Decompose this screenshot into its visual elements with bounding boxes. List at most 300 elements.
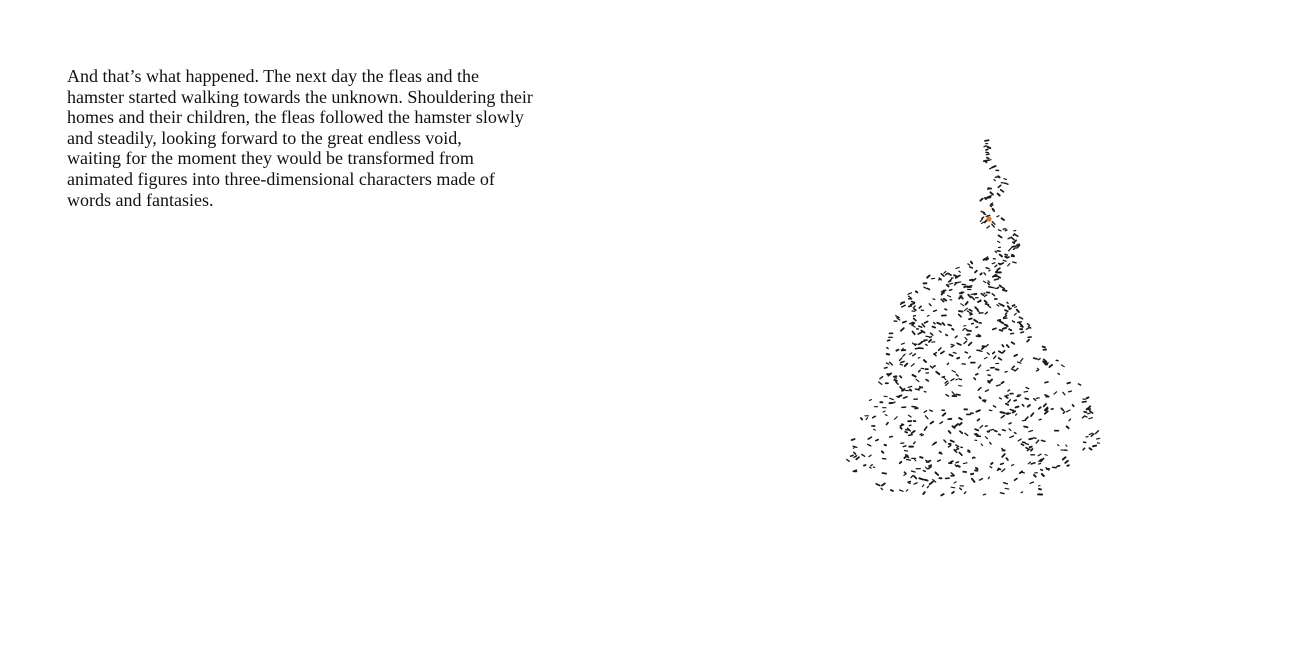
flea-mark — [945, 381, 948, 383]
flea-mark — [975, 307, 978, 310]
flea-mark — [943, 413, 946, 415]
flea-mark — [856, 457, 859, 459]
flea-mark — [961, 304, 964, 306]
flea-mark — [871, 465, 873, 466]
flea-mark — [887, 354, 889, 355]
flea-mark — [927, 486, 928, 488]
flea-mark — [1067, 426, 1069, 428]
flea-mark — [930, 366, 932, 368]
flea-mark — [939, 331, 941, 332]
flea-mark — [1029, 431, 1033, 432]
flea-mark — [925, 321, 928, 323]
flea-mark — [885, 415, 887, 416]
flea-mark — [946, 273, 948, 274]
flea-mark — [1087, 397, 1089, 398]
flea-mark — [902, 305, 906, 307]
flea-mark — [868, 444, 871, 446]
flea-mark — [1014, 400, 1016, 401]
flea-swarm — [847, 140, 1100, 495]
flea-mark — [1009, 429, 1011, 431]
flea-mark — [1024, 391, 1028, 392]
flea-mark — [884, 368, 887, 369]
flea-mark — [926, 467, 928, 469]
flea-mark — [955, 336, 957, 338]
flea-mark — [1029, 439, 1032, 440]
flea-mark — [1058, 445, 1059, 446]
flea-mark — [954, 283, 956, 285]
flea-mark — [952, 492, 954, 493]
flea-mark — [1026, 328, 1029, 330]
flea-mark — [887, 423, 889, 425]
flea-mark — [973, 457, 975, 458]
flea-mark — [986, 215, 990, 216]
flea-mark — [951, 344, 954, 345]
flea-mark — [994, 180, 995, 181]
story-line: And that’s what happened. The next day the fleas and the — [67, 66, 480, 86]
flea-mark — [1097, 438, 1100, 439]
flea-mark — [1002, 218, 1004, 220]
flea-mark — [985, 301, 987, 303]
flea-mark — [1026, 417, 1028, 419]
flea-mark — [1054, 392, 1057, 394]
flea-mark — [928, 289, 930, 290]
flea-mark — [1003, 328, 1006, 329]
flea-mark — [1010, 436, 1014, 438]
flea-mark — [914, 318, 916, 320]
flea-mark — [930, 482, 933, 484]
flea-mark — [966, 302, 968, 304]
flea-mark — [924, 287, 926, 288]
flea-procession-illustration — [656, 0, 1312, 656]
flea-mark — [914, 309, 916, 310]
flea-mark — [900, 462, 902, 463]
flea-mark — [986, 304, 989, 305]
flea-mark — [1034, 475, 1036, 477]
flea-mark — [905, 364, 907, 367]
flea-mark — [1045, 455, 1047, 456]
flea-mark — [955, 465, 957, 467]
flea-mark — [1004, 316, 1007, 318]
flea-mark — [869, 467, 871, 468]
flea-mark — [1091, 434, 1094, 436]
flea-mark — [931, 333, 933, 335]
flea-mark — [913, 375, 916, 377]
flea-mark — [1063, 392, 1065, 395]
flea-mark — [1012, 246, 1015, 247]
flea-mark — [901, 328, 904, 331]
flea-mark — [974, 320, 977, 322]
flea-mark — [1009, 248, 1012, 251]
flea-mark — [1019, 317, 1022, 319]
flea-mark — [997, 305, 999, 306]
flea-mark — [896, 382, 898, 384]
flea-mark — [1013, 242, 1015, 243]
flea-mark — [951, 487, 955, 488]
flea-mark — [938, 460, 941, 461]
flea-mark — [959, 379, 962, 380]
flea-mark — [1016, 407, 1019, 408]
flea-mark — [976, 374, 978, 375]
flea-mark — [864, 465, 866, 466]
flea-mark — [959, 418, 962, 419]
flea-mark — [1009, 329, 1011, 330]
flea-mark — [909, 415, 912, 417]
flea-mark — [909, 435, 913, 436]
flea-mark — [1005, 372, 1007, 373]
flea-mark — [929, 304, 931, 306]
flea-mark — [1011, 333, 1014, 334]
flea-mark — [944, 272, 946, 274]
flea-mark — [870, 400, 872, 401]
flea-mark — [946, 383, 949, 386]
flea-mark — [986, 149, 988, 150]
flea-mark — [957, 466, 959, 467]
flea-mark — [1013, 411, 1015, 412]
flea-mark — [912, 407, 916, 408]
flea-mark — [987, 226, 990, 228]
flea-mark — [987, 197, 991, 198]
flea-mark — [980, 479, 983, 481]
flea-mark — [982, 347, 984, 349]
flea-mark — [947, 285, 949, 287]
flea-mark — [847, 459, 850, 461]
flea-mark — [998, 277, 1000, 278]
flea-mark — [995, 279, 999, 280]
flea-mark — [1001, 304, 1004, 306]
flea-mark — [1027, 340, 1029, 342]
flea-mark — [964, 492, 965, 494]
flea-mark — [1015, 368, 1018, 371]
flea-mark — [993, 328, 996, 329]
flea-mark — [931, 422, 934, 424]
flea-mark — [983, 401, 985, 402]
flea-mark — [1021, 492, 1022, 493]
flea-mark — [905, 472, 907, 473]
flea-mark — [956, 277, 958, 278]
flea-mark — [1015, 234, 1018, 236]
flea-mark — [903, 354, 905, 356]
flea-mark — [1001, 190, 1004, 192]
flea-mark — [881, 488, 883, 489]
flea-mark — [1005, 310, 1008, 311]
flea-mark — [951, 441, 954, 442]
flea-mark — [912, 471, 916, 472]
flea-mark — [980, 219, 982, 222]
flea-mark — [981, 444, 983, 446]
flea-mark — [998, 241, 1000, 242]
flea-mark — [1000, 493, 1004, 494]
flea-mark — [989, 160, 991, 161]
flea-mark — [888, 340, 890, 341]
flea-mark — [1001, 412, 1005, 413]
flea-mark — [995, 251, 996, 252]
flea-mark — [902, 390, 904, 391]
flea-mark — [1037, 368, 1038, 369]
flea-mark — [978, 419, 980, 421]
flea-mark — [911, 364, 914, 367]
flea-mark — [910, 353, 912, 355]
flea-mark — [980, 426, 983, 429]
flea-mark — [927, 276, 929, 278]
flea-mark — [1049, 365, 1052, 367]
story-line: hamster started walking towards the unknown. Shouldering their — [67, 86, 533, 107]
flea-mark — [997, 251, 1000, 252]
flea-mark — [987, 147, 990, 149]
flea-mark — [956, 445, 959, 447]
flea-mark — [914, 459, 916, 461]
flea-mark — [901, 343, 904, 344]
flea-mark — [956, 267, 959, 268]
flea-mark — [904, 397, 907, 398]
flea-mark — [924, 480, 927, 481]
flea-mark — [906, 490, 908, 491]
flea-mark — [908, 293, 912, 295]
flea-mark — [957, 358, 959, 359]
flea-mark — [929, 465, 931, 466]
flea-mark — [1003, 351, 1005, 353]
flea-mark — [981, 211, 984, 212]
flea-mark — [1000, 286, 1001, 287]
flea-mark — [1005, 230, 1007, 231]
flea-mark — [944, 440, 946, 442]
flea-mark — [1004, 179, 1007, 180]
flea-mark — [922, 485, 923, 487]
flea-mark — [1061, 365, 1064, 367]
flea-mark — [900, 364, 902, 365]
flea-mark — [909, 425, 911, 426]
story-line: homes and their children, the fleas followed the hamster slowly — [67, 107, 524, 128]
flea-mark — [982, 222, 984, 223]
flea-mark — [1007, 345, 1009, 347]
flea-mark — [874, 429, 876, 430]
flea-mark — [921, 435, 923, 436]
flea-mark — [951, 346, 953, 347]
flea-mark — [990, 206, 991, 207]
flea-mark — [948, 325, 951, 326]
flea-mark — [984, 357, 987, 358]
flea-mark — [948, 273, 951, 275]
flea-mark — [1005, 396, 1007, 398]
flea-mark — [1014, 240, 1016, 242]
flea-mark — [1067, 410, 1070, 412]
flea-mark — [940, 422, 943, 424]
flea-mark — [969, 319, 972, 320]
flea-mark — [984, 214, 986, 215]
flea-mark — [992, 224, 995, 227]
flea-mark — [1022, 405, 1024, 406]
flea-mark — [1002, 382, 1004, 383]
flea-mark — [896, 316, 900, 318]
flea-mark — [1017, 310, 1019, 312]
flea-mark — [1093, 446, 1096, 447]
flea-mark — [984, 146, 986, 147]
flea-mark — [955, 450, 957, 451]
flea-mark — [946, 335, 947, 336]
flea-mark — [1039, 486, 1041, 487]
flea-mark — [999, 358, 1002, 360]
flea-mark — [1004, 483, 1008, 484]
flea-mark — [987, 353, 989, 355]
flea-mark — [904, 451, 907, 452]
flea-mark — [924, 411, 927, 413]
flea-mark — [1030, 447, 1032, 448]
flea-mark — [922, 324, 924, 327]
flea-mark — [960, 423, 962, 425]
flea-mark — [952, 370, 955, 372]
flea-mark — [964, 341, 967, 343]
flea-mark — [990, 429, 994, 430]
flea-mark — [986, 154, 989, 155]
flea-mark — [1021, 326, 1023, 327]
flea-mark — [984, 259, 987, 260]
flea-mark — [990, 442, 991, 444]
flea-mark — [1026, 388, 1029, 389]
flea-mark — [952, 392, 954, 394]
flea-mark — [1090, 448, 1092, 450]
flea-mark — [862, 455, 865, 457]
flea-mark — [1018, 362, 1021, 363]
flea-mark — [978, 388, 981, 391]
flea-mark — [1067, 465, 1069, 466]
flea-mark — [991, 463, 992, 464]
flea-mark — [959, 314, 962, 317]
flea-mark — [903, 321, 906, 322]
flea-mark — [988, 477, 989, 478]
flea-mark — [1003, 290, 1007, 291]
flea-mark — [1014, 355, 1017, 356]
flea-mark — [1039, 407, 1041, 408]
flea-mark — [986, 390, 989, 392]
flea-mark — [988, 281, 990, 283]
flea-mark — [1063, 412, 1064, 414]
flea-mark — [1088, 413, 1090, 414]
flea-mark — [979, 397, 980, 398]
flea-mark — [913, 332, 915, 335]
flea-mark — [900, 358, 903, 361]
flea-mark — [903, 446, 906, 447]
flea-mark — [900, 490, 904, 491]
flea-mark — [990, 168, 993, 169]
flea-mark — [956, 374, 958, 376]
flea-mark — [990, 466, 992, 467]
flea-mark — [998, 185, 1001, 187]
flea-mark — [951, 461, 953, 462]
flea-mark — [995, 431, 997, 432]
flea-mark — [1000, 321, 1003, 323]
flea-mark — [975, 294, 977, 295]
flea-mark — [901, 362, 904, 363]
flea-mark — [934, 310, 937, 311]
flea-mark — [949, 431, 951, 433]
flea-mark — [997, 216, 999, 217]
flea-mark — [885, 445, 887, 446]
flea-mark — [1039, 464, 1041, 465]
flea-mark — [1021, 444, 1023, 445]
flea-mark — [1021, 359, 1023, 362]
flea-mark — [1012, 465, 1014, 466]
flea-mark — [852, 439, 855, 440]
flea-mark — [965, 338, 967, 340]
flea-mark — [1036, 398, 1039, 399]
flea-mark — [909, 306, 912, 307]
flea-mark — [985, 140, 989, 141]
flea-mark — [985, 198, 986, 199]
flea-mark — [1036, 370, 1038, 371]
flea-mark — [1016, 414, 1017, 415]
flea-mark — [988, 375, 990, 376]
flea-mark — [914, 442, 916, 444]
flea-mark — [1010, 410, 1014, 411]
flea-mark — [907, 460, 911, 461]
flea-mark — [936, 372, 939, 374]
flea-mark — [958, 276, 960, 277]
flea-mark — [986, 268, 989, 269]
flea-mark — [956, 394, 960, 395]
flea-mark — [1013, 305, 1015, 306]
flea-mark — [1028, 462, 1030, 464]
flea-mark — [1005, 183, 1008, 184]
flea-mark — [978, 365, 980, 368]
right-page — [656, 0, 1312, 656]
flea-mark — [923, 492, 925, 494]
flea-mark — [1011, 237, 1014, 240]
flea-mark — [1012, 369, 1015, 370]
flea-mark — [916, 389, 920, 390]
flea-mark — [861, 418, 862, 419]
flea-mark — [1015, 433, 1017, 434]
flea-mark — [1006, 404, 1008, 405]
flea-mark — [1006, 256, 1008, 257]
flea-mark — [992, 294, 994, 296]
hamster-figure — [986, 216, 991, 221]
flea-mark — [968, 295, 970, 298]
flea-mark — [1034, 399, 1036, 401]
flea-mark — [933, 366, 935, 367]
flea-mark — [967, 331, 971, 332]
flea-mark — [965, 433, 968, 435]
flea-mark — [941, 274, 944, 276]
flea-mark — [1008, 400, 1011, 403]
flea-mark — [869, 455, 871, 457]
flea-mark — [959, 271, 960, 272]
flea-mark — [1018, 439, 1021, 441]
flea-mark — [1031, 463, 1035, 464]
flea-mark — [1034, 358, 1037, 359]
flea-mark — [988, 305, 991, 307]
flea-mark — [866, 418, 867, 420]
flea-mark — [984, 273, 986, 275]
flea-mark — [969, 310, 972, 312]
flea-mark — [908, 296, 911, 298]
flea-mark — [904, 456, 907, 459]
flea-mark — [1030, 482, 1034, 483]
flea-mark — [954, 482, 956, 483]
flea-mark — [891, 490, 893, 491]
flea-mark — [1079, 384, 1081, 385]
flea-mark — [926, 344, 928, 345]
flea-mark — [1026, 448, 1029, 450]
flea-mark — [1089, 418, 1092, 419]
flea-mark — [925, 416, 928, 419]
flea-mark — [934, 354, 936, 356]
story-line: waiting for the moment they would be transformed from — [67, 148, 474, 169]
flea-mark — [912, 431, 915, 433]
flea-mark — [957, 448, 959, 449]
flea-mark — [1058, 374, 1059, 375]
flea-mark — [1041, 470, 1043, 471]
flea-mark — [912, 325, 915, 327]
flea-mark — [978, 311, 980, 313]
